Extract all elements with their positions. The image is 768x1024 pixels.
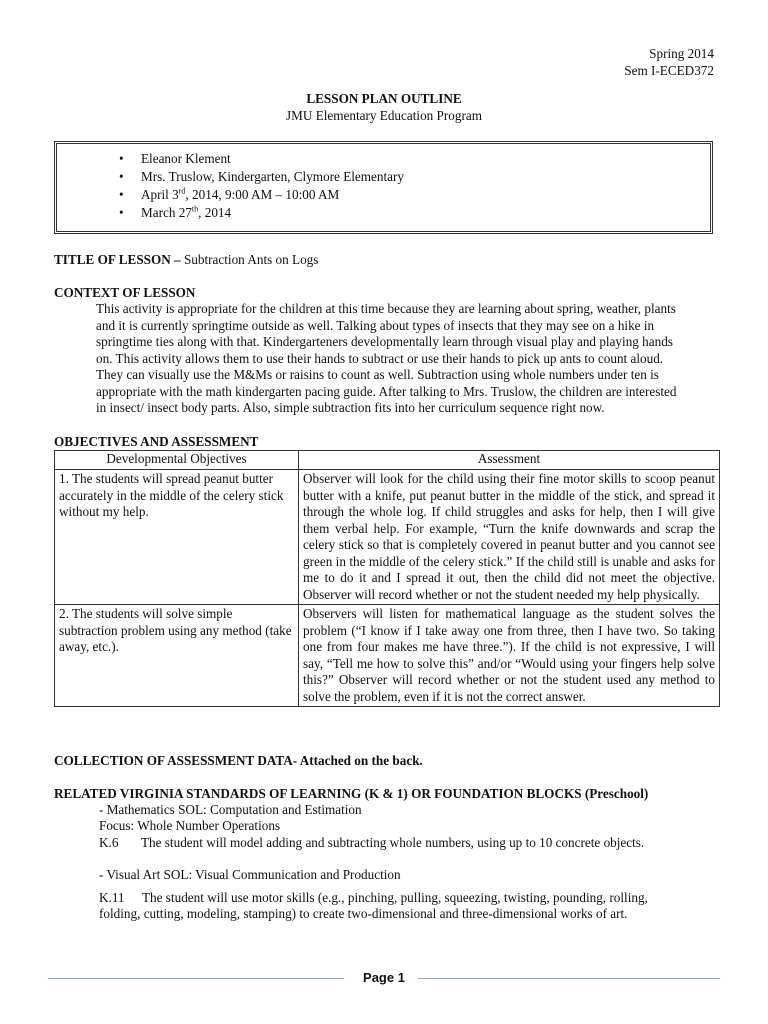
info-box bbox=[54, 141, 713, 234]
standard-k11 bbox=[99, 890, 648, 907]
standard-code: K.6 bbox=[99, 835, 119, 850]
math-focus: Focus: Whole Number Operations bbox=[99, 818, 281, 833]
table-row bbox=[55, 605, 720, 707]
program-name: JMU Elementary Education Program bbox=[286, 108, 482, 123]
info-list bbox=[119, 151, 710, 223]
art-sol-title: - Visual Art SOL: Visual Communication and Production bbox=[99, 867, 401, 882]
standard-text: The student will use motor skills (e.g., pinching, pulling, squeezing, twisting, pounding, rolling, bbox=[142, 890, 648, 905]
column-header: Assessment bbox=[299, 451, 720, 470]
page-number: Page 1 bbox=[363, 970, 405, 985]
context-line: on. This activity allows them to use their hands to subtract or use their hands to pick up ants to count aloud. bbox=[96, 350, 664, 366]
standard-text: The student will model adding and subtracting whole numbers, using up to 10 concrete objects. bbox=[141, 835, 645, 850]
objective-cell: 1. The students will spread peanut butter accurately in the middle of the celery stick without my help. bbox=[55, 470, 299, 605]
document-title: LESSON PLAN OUTLINE bbox=[306, 91, 462, 106]
standard-code: K.11 bbox=[99, 890, 125, 905]
context-line: appropriate with the math kindergarten pacing guide. After talking to Mrs. Truslow, the children are interested bbox=[96, 383, 677, 399]
info-teacher: • Mrs. Truslow, Kindergarten, Clymore Elementary bbox=[119, 169, 710, 187]
standard-k6 bbox=[99, 835, 644, 852]
assessment-cell: Observers will listen for mathematical language as the student solves the problem (“I know if I take away one from three, then I have two. So taking one from four makes me have three.”). If the child is not expressive, I will say, “Tell me how to solve this” and/or “Would using your fingers help solve this?” Observer will record whether or not the student used any method to solve the problem, even if it is not the correct answer. bbox=[299, 605, 720, 707]
objectives-table bbox=[54, 450, 720, 707]
collection-heading: COLLECTION OF ASSESSMENT DATA- Attached on the back. bbox=[54, 753, 423, 768]
title-of-lesson-value: Subtraction Ants on Logs bbox=[183, 252, 319, 267]
header-right bbox=[624, 46, 714, 79]
standard-k11-continued: folding, cutting, modeling, stamping) to create two-dimensional and three-dimensional works of art. bbox=[99, 906, 628, 921]
table-row bbox=[55, 470, 720, 605]
info-lesson-date: • April 3rd, 2014, 9:00 AM – 10:00 AM bbox=[119, 187, 710, 205]
context-line: This activity is appropriate for the children at this time because they are learning about spring, weather, plants bbox=[96, 301, 676, 316]
title-of-lesson bbox=[54, 252, 318, 269]
context-heading: CONTEXT OF LESSON bbox=[54, 285, 196, 300]
context-line: in insect/ insect body parts. Also, simple subtraction fits into her curriculum sequence right now. bbox=[96, 400, 605, 415]
info-due-date: • March 27th, 2014 bbox=[119, 205, 710, 223]
info-name: • Eleanor Klement bbox=[119, 151, 710, 169]
context-line: springtime ties along with that. Kindergarteners developmentally learn through visual play and playing hands bbox=[96, 334, 673, 349]
objective-cell: 2. The students will solve simple subtraction problem using any method (take away, etc.). bbox=[55, 605, 299, 707]
title-of-lesson-label: TITLE OF LESSON – bbox=[54, 252, 184, 267]
semester-text: Spring 2014 bbox=[649, 46, 714, 61]
objectives-heading: OBJECTIVES AND ASSESSMENT bbox=[54, 434, 259, 449]
context-line: and it is currently springtime outside as well. Talking about types of insects that they may see on a hike in bbox=[96, 317, 655, 333]
column-header: Developmental Objectives bbox=[55, 451, 299, 470]
course-code: Sem I-ECED372 bbox=[624, 62, 714, 78]
table-header-row bbox=[55, 451, 720, 470]
assessment-cell: Observer will look for the child using their fine motor skills to scoop peanut butter with a knife, put peanut butter in the middle of the stick, and spread it through the whole log. If child struggles and asks for help, then I will give them verbal help. For example, “Turn the knife downwards and scrap the celery stick so that is completely covered in peanut butter and you cannot see green in the middle of the celery stick.” If the child still is unable and asks for me to do it and I spread it out, then the child did not meet the objective. Observer will record whether or not the student needed my help physically. bbox=[299, 470, 720, 605]
context-paragraph bbox=[96, 301, 716, 417]
standards-heading: RELATED VIRGINIA STANDARDS OF LEARNING (K & 1) OR FOUNDATION BLOCKS (Preschool) bbox=[54, 786, 649, 801]
context-line: They can visually use the M&Ms or raisins to count as well. Subtraction using whole numbers under ten is bbox=[96, 367, 659, 382]
math-sol-title: - Mathematics SOL: Computation and Estimation bbox=[99, 802, 362, 817]
